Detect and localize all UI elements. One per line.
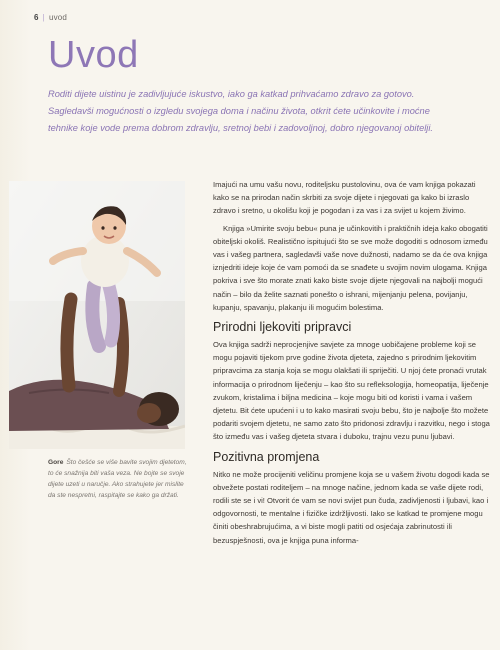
body-paragraph: Knjiga »Umirite svoju bebu« puna je učinkovitih i praktičnih ideja kako obogatiti obiteljski okoliš. Realistično ispitujući što se sve može dogoditi s odnosom između vas i vašeg partnera, sagledavši vaše nove dužnosti, nadamo se da će ova knjiga iznjedriti ideje koje će vam pomoći da se snađete u svojim novim ulogama. Knjiga pokriva i sve što morate znati kako biste svoje dijete njegovali na najbolji mogući način – bilo da želite saznati ponešto o ishrani, mijenjanju pelena, povijanju, kupanju, spavanju, plakanju ili mogućim bolestima. (213, 223, 488, 312)
main-text-column (213, 178, 491, 551)
caption-label: Gore (48, 459, 64, 466)
page-number: 6 (34, 13, 39, 22)
caption-text: Što češće se više bavite svojim djetetom, to će snažnija biti vaša veza. Ne bojte se svoje dijete uzeti u naručje. Ako strahujete jer mislite da ste nespretni, raspitajte se kako ga držati. (48, 459, 187, 499)
body-paragraph: Ova knjiga sadrži neprocjenjive savjete za mnoge uobičajene probleme koji se mogu pojaviti tijekom prve godine života djeteta, zajedno s prirodnim ljekovitim pripravcima za stanja koja se mogu olakšati ili spriječiti. U njoj ćete pronaći vrutak informacija o prirodnom liječenju – kao što su refleksologija, homeopatija, liječenje zvukom, kristalima i biljna medicina – koje mogu biti od koristi i vama i vašem djetetu. Bit ćete upućeni i u to kako masirati svoju bebu, što je najbolje što možete podariti svojem djetetu, ne samo zato što pridonosi zdravlju i razvitku, nego i stoga što između vas i vašeg djeteta stvara i duboku, trajnu vezu punu ljubavi. (213, 340, 490, 442)
body-paragraph: Nitko ne može procijeniti veličinu promjene koja se u vašem životu dogodi kada se obvežete postati roditeljem – na mnoge načine, jednom kada se vaše dijete rodi, rodili ste se i vi! Otvorit će vam se novi svijet pun čuda, zadivljenosti i ljubavi, kao i odgovornosti, te mentalne i fizičke izdržljivosti. Iako se katkad te promjene mogu činiti obeshrabrujućima, a vi biste mogli patiti od osjećaja zabrinutosti ili bezuspješnosti, ova je knjiga puna informa- (213, 469, 490, 545)
parent-baby-photo (9, 181, 185, 449)
photo-caption (48, 457, 188, 501)
header-separator: | (42, 13, 45, 22)
photo-illustration (9, 181, 185, 449)
section-name: uvod (48, 13, 68, 22)
page-title: Uvod (48, 34, 139, 76)
section-heading: Pozitivna promjena (213, 449, 320, 464)
intro-paragraph: Roditi dijete uistinu je zadivljujuće iskustvo, iako ga katkad prihvaćamo zdravo za gotovo. Sagledavši mogućnosti o izgledu svojega doma i načinu života, otkrit ćete učinkovite i moćne tehnike koje vode prema dobrom zdravlju, sretnoj bebi i zadovoljnoj, dobro njegovanoj obitelji. (48, 89, 434, 133)
body-paragraph: Imajući na umu vašu novu, roditeljsku pustolovinu, ova će vam knjiga pokazati kako se na prirodan način skrbiti za svoje dijete i njegovati ga kako bi izraslo zdravo i sretno, u okolišu koji je pogodan i za vas i za svijet u kojem živimo. (213, 180, 476, 216)
running-header (34, 13, 67, 22)
section-heading: Prirodni ljekoviti pripravci (213, 320, 352, 335)
